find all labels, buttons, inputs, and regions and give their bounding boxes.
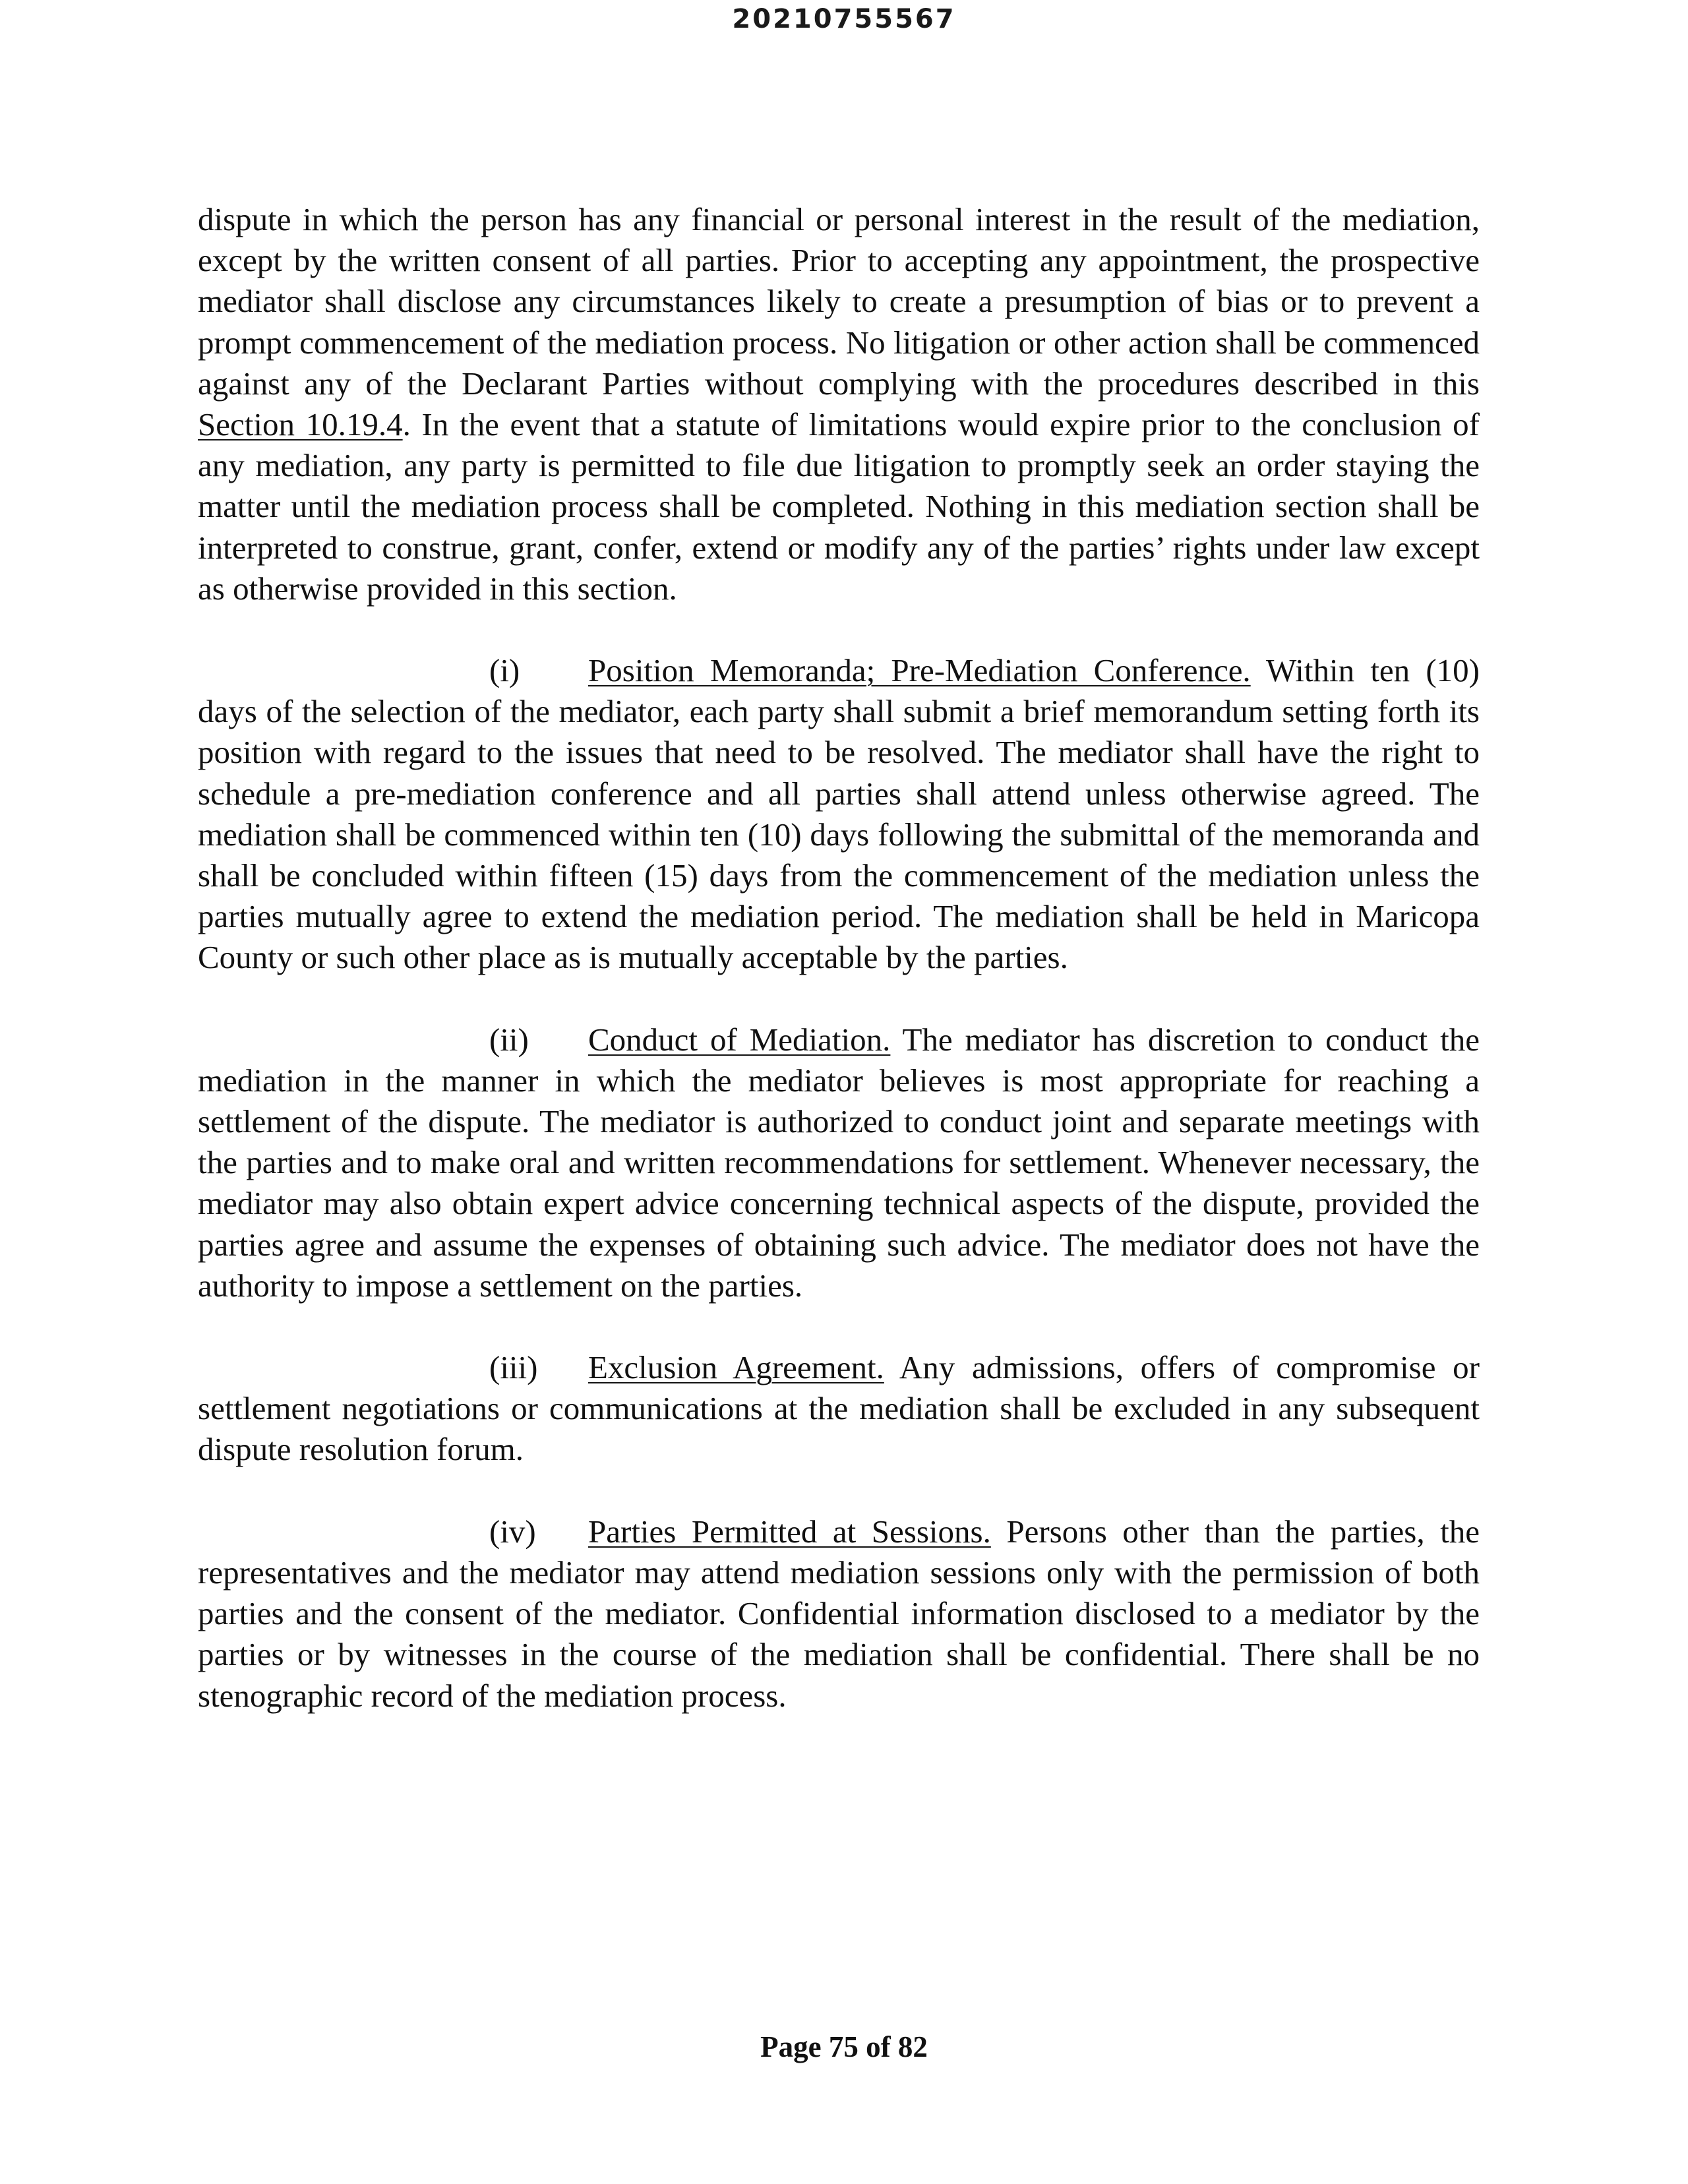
document-body — [198, 199, 1480, 1757]
section-heading: Parties Permitted at Sessions. — [588, 1513, 991, 1550]
section-i-paragraph — [198, 650, 1480, 979]
section-number: (iii) — [489, 1349, 538, 1386]
section-body: Persons other than the parties, the representatives and the mediator may attend mediation sessions only with the permission of both parties and the consent of the mediator. Confidential information disclosed to a mediator by the parties or by witnesses in the course of the mediation shall be confidential. There shall be no stenographic record of the mediation process. — [198, 1513, 1480, 1714]
section-body: Within ten (10) days of the selection of the mediator, each party shall submit a brief memorandum setting forth its position with regard to the issues that need to be resolved. The mediator shall have the right to schedule a pre-mediation conference and all parties shall attend unless otherwise agreed. The mediation shall be commenced within ten (10) days following the submittal of the memoranda and shall be concluded within fifteen (15) days from the commencement of the mediation unless the parties mutually agree to extend the mediation period. The mediation shall be held in Maricopa County or such other place as is mutually acceptable by the parties. — [198, 652, 1480, 976]
section-body: Any admissions, offers of compromise or settlement negotiations or communications at the mediation shall be excluded in any subsequent dispute resolution forum. — [198, 1349, 1480, 1468]
section-number: (i) — [489, 652, 520, 689]
section-reference: Section 10.19.4 — [198, 406, 403, 443]
intro-text-end: . In the event that a statute of limitations would expire prior to the conclusion of any mediation, any party is permitted to file due litigation to promptly seek an order staying the matter until the mediation process shall be completed. Nothing in this mediation section shall be interpreted to construe, grant, confer, extend or modify any of the parties’ rights under law except as otherwise provided in this section. — [198, 406, 1480, 607]
intro-paragraph — [198, 199, 1480, 609]
section-iv-paragraph — [198, 1511, 1480, 1716]
intro-text-start: dispute in which the person has any financial or personal interest in the result of the mediation, except by the written consent of all parties. Prior to accepting any appointment, the prospective mediator shall disclose any circumstances likely to create a presumption of bias or to prevent a prompt commencement of the mediation process. No litigation or other action shall be commenced against any of the Declarant Parties without complying with the procedures described in this — [198, 201, 1480, 402]
section-number: (ii) — [489, 1021, 529, 1058]
section-iii-paragraph — [198, 1347, 1480, 1471]
section-heading: Position Memoranda; Pre-Mediation Conference. — [588, 652, 1251, 689]
page-number: Page 75 of 82 — [760, 2030, 928, 2063]
section-number: (iv) — [489, 1513, 536, 1550]
section-heading: Exclusion Agreement. — [588, 1349, 884, 1386]
section-body: The mediator has discretion to conduct the mediation in the manner in which the mediator believes is most appropriate for reaching a settlement of the dispute. The mediator is authorized to conduct joint and separate meetings with the parties and to make oral and written recommendations for settlement. Whenever necessary, the mediator may also obtain expert advice concerning technical aspects of the dispute, provided the parties agree and assume the expenses of obtaining such advice. The mediator does not have the authority to impose a settlement on the parties. — [198, 1021, 1480, 1304]
section-ii-paragraph — [198, 1019, 1480, 1306]
document-number: 20210755567 — [732, 4, 956, 34]
section-heading: Conduct of Mediation. — [588, 1021, 891, 1058]
